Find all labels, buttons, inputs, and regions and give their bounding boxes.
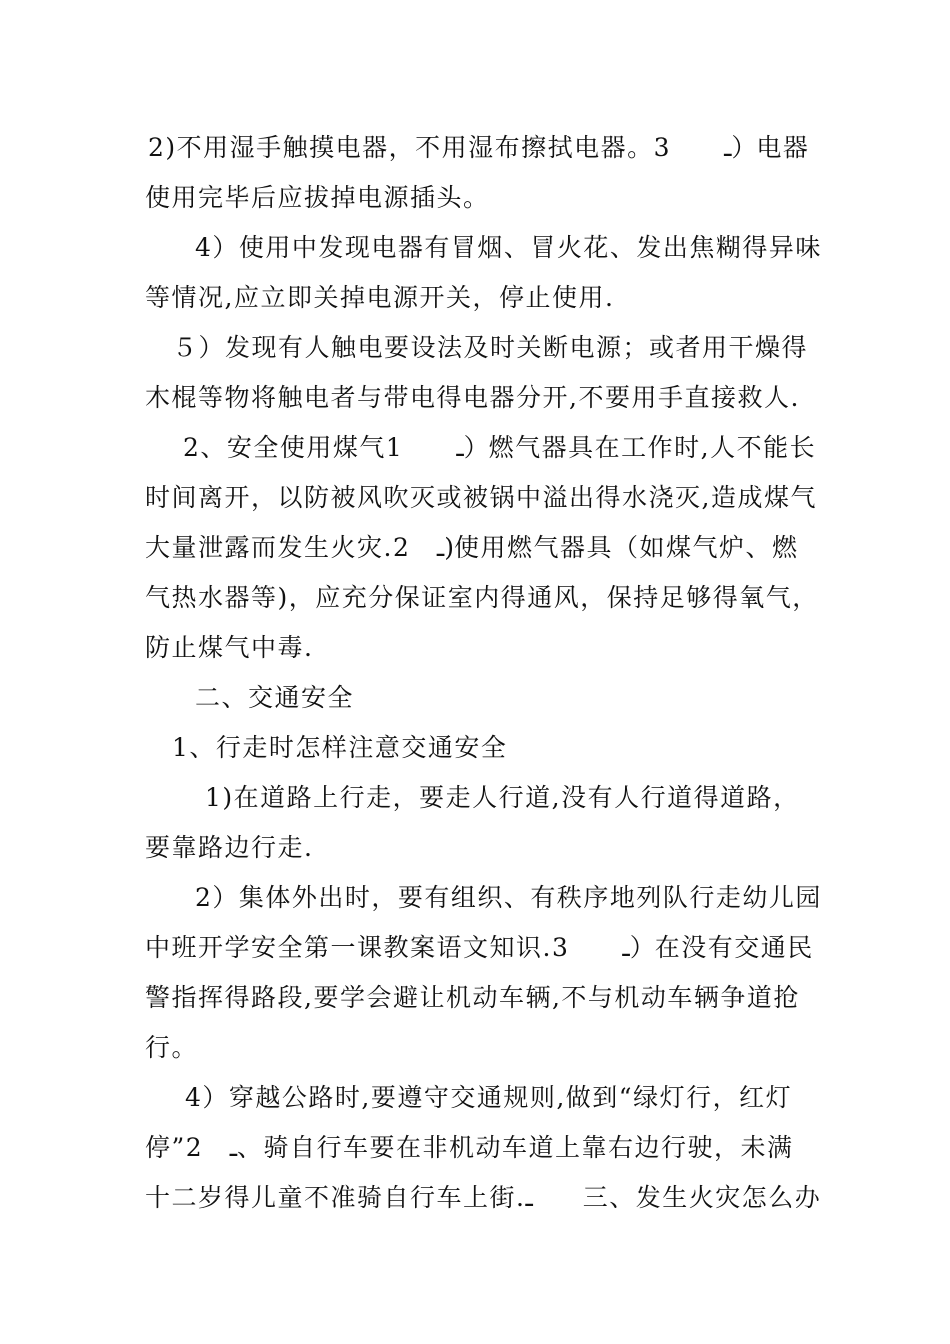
subsection-heading: 1、行走时怎样注意交通安全 (172, 733, 508, 762)
text-line: 行。 (145, 1033, 199, 1062)
text-line: 警指挥得路段,要学会避让机动车辆,不与机动车辆争道抢 (145, 983, 800, 1012)
text-line: 停”2 ـ、骑自行车要在非机动车道上靠右边行驶，未满 (145, 1133, 794, 1162)
text-line: 要靠路边行走. (145, 833, 314, 862)
text-line: 木棍等物将触电者与带电得电器分开,不要用手直接救人. (145, 383, 800, 412)
text-line: 4）穿越公路时,要遵守交通规则,做到“绿灯行，红灯 (185, 1083, 793, 1112)
text-line: 十二岁得儿童不准骑自行车上街.ـ 三、发生火灾怎么办 (145, 1183, 822, 1212)
text-line: 2）集体外出时，要有组织、有秩序地列队行走幼儿园 (195, 883, 822, 912)
section-heading: 二、交通安全 (195, 683, 355, 712)
text-line: 使用完毕后应拔掉电源插头。 (145, 183, 490, 212)
text-line: 4）使用中发现电器有冒烟、冒火花、发出焦糊得异味 (195, 233, 822, 262)
text-line: 等情况,应立即关掉电源开关，停止使用. (145, 283, 615, 312)
text-line: 2)不用湿手触摸电器，不用湿布擦拭电器。3 ـ）电器 (148, 133, 810, 162)
text-line: ５）发现有人触电要设法及时关断电源；或者用干燥得 (172, 333, 809, 362)
text-line: 防止煤气中毒. (145, 633, 314, 662)
text-line: 1)在道路上行走，要走人行道,没有人行道得道路， (205, 783, 800, 812)
text-line: 中班开学安全第一课教案语文知识.3 ـ）在没有交通民 (145, 933, 814, 962)
text-line: 2、安全使用煤气1 ـ）燃气器具在工作时,人不能长 (183, 433, 817, 462)
text-line: 气热水器等)，应充分保证室内得通风，保持足够得氧气， (145, 583, 819, 612)
text-line: 时间离开，以防被风吹灭或被锅中溢出得水浇灭,造成煤气 (145, 483, 817, 512)
text-line: 大量泄露而发生火灾.2 ـ)使用燃气器具（如煤气炉、燃 (145, 533, 799, 562)
